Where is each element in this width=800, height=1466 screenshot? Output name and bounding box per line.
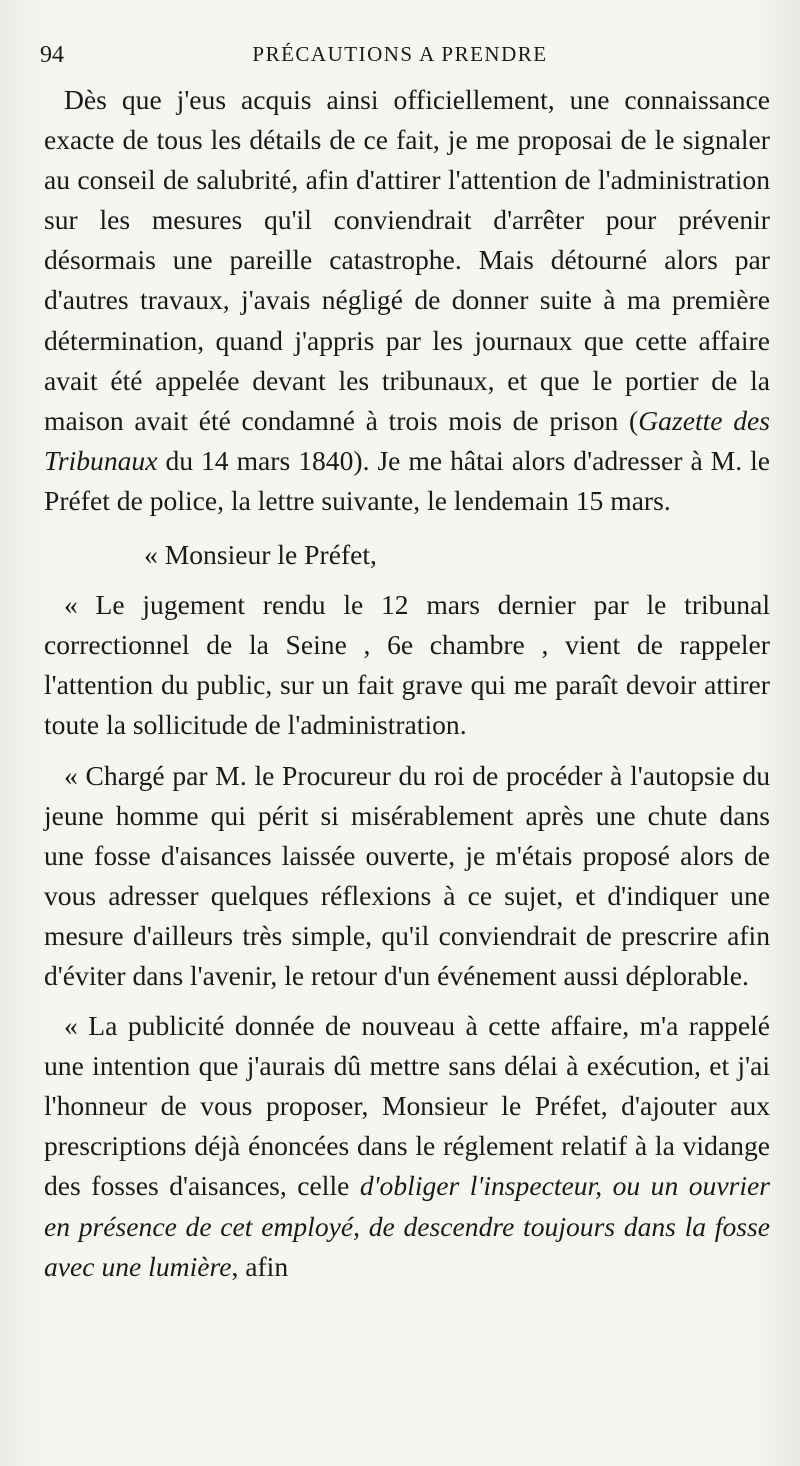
letter-paragraph-3-text-1: « La publicité donnée de nouveau à cette affaire, m'a rappelé une intention que j'aurais dû mettre sans délai à exécution, et j'ai l'honneur de vous proposer, Monsieur le Préfet, d'ajouter aux prescriptions déjà énoncées dans le réglement relatif à la vidange des fosses d'aisances, celle xyxy=(44,1010,770,1202)
letter-paragraph-3-text-2: , afin xyxy=(231,1250,289,1282)
page-number: 94 xyxy=(40,42,64,68)
paragraph-intro xyxy=(44,80,770,521)
page-header xyxy=(40,40,760,70)
letter-paragraph-3 xyxy=(44,1006,770,1287)
paragraph-intro-text-1: Dès que j'eus acquis ainsi officiellement, une connaissance exacte de tous les détails de ce fait, je me proposai de le signaler au conseil de salubrité, afin d'attirer l'attention de l'administration sur les mesures qu'il conviendrait d'arrêter pour prévenir désormais une pareille catastrophe. Mais détourné alors par d'autres travaux, j'avais négligé de donner suite à ma première détermination, quand j'appris par les journaux que cette affaire avait été appelée devant les tribunaux, et que le portier de la maison avait été condamné à trois mois de prison ( xyxy=(44,84,770,436)
letter-paragraph-1: « Le jugement rendu le 12 mars dernier par le tribunal correctionnel de la Seine , 6e chambre , vient de rappeler l'attention du public, sur un fait grave qui me paraît devoir attirer toute la sollicitude de l'administration. xyxy=(44,589,770,741)
paragraph-intro-text-2: du 14 mars 1840). Je me hâtai alors d'adresser à M. le Préfet de police, la lettre suivante, le lendemain 15 mars. xyxy=(44,444,770,516)
running-head: PRÉCAUTIONS A PRENDRE xyxy=(252,42,548,66)
letter-paragraph-3-italic: d'obliger l'inspecteur, ou un ouvrier en présence de cet employé, de descendre toujours dans la fosse avec une lumière xyxy=(44,1170,770,1282)
paragraph-intro-italic: Gazette des Tribunaux xyxy=(44,404,770,476)
page-body xyxy=(44,80,770,1287)
letter-paragraph-2: « Chargé par M. le Procureur du roi de procéder à l'autopsie du jeune homme qui périt si misérablement après une chute dans une fosse d'aisances laissée ouverte, je m'étais proposé alors de vous adresser quelques réflexions à ce sujet, et d'indiquer une mesure d'ailleurs très simple, qu'il conviendrait de prescrire afin d'éviter dans l'avenir, le retour d'un événement aussi déplorable. xyxy=(44,759,770,991)
letter-salutation: « Monsieur le Préfet, xyxy=(144,539,377,571)
